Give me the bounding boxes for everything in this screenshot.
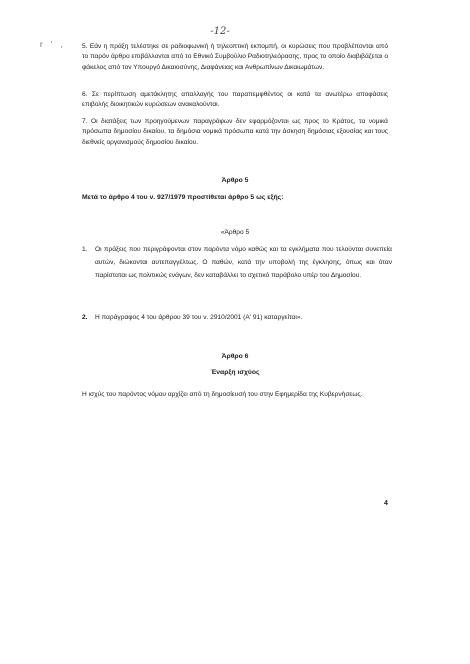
list-item-text: Οι πράξεις που περιγράφονται στον παρόντα νόμο καθώς και τα εγκλήματα που τελούνται συνεπεία αυτών, διώκονται αυτεπαγγέλτως. Ο παθών, κατά την υποβολή της έγκλησης, όπως και όταν παρίσταται ως πολιτικώς ενάγων, δεν καταβάλλει το σχετικό παράβολο υπέρ του Δημοσίου.	[95, 246, 392, 279]
quoted-article-heading: «Άρθρο 5	[220, 229, 250, 236]
list-item-2	[82, 311, 392, 324]
list-item-number: 2.	[82, 314, 88, 321]
article-5-heading: Άρθρο 5	[221, 177, 249, 184]
paragraph-6: 6. Σε περίπτωση αμετάκλητης απαλλαγής του παραπεμφθέντος οι κατά τα ανωτέρω αποφάσεις επιβολής διοικητικών κυρώσεων ανακαλούνται.	[82, 91, 388, 109]
list-item-1	[82, 243, 392, 282]
article-6-heading: Άρθρο 6	[221, 353, 249, 360]
handwritten-page-mark: -12-	[210, 26, 230, 37]
article-6-text: Η ισχύς του παρόντος νόμου αρχίζει από τη δημοσίευσή του στην Εφημερίδα της Κυβερνήσεως.	[82, 391, 363, 398]
paragraph-5: 5. Εάν η πράξη τελέστηκε σε ραδιοφωνική ή τηλεοπτική εκπομπή, οι κυρώσεις που προβλέπονται από το παρόν άρθρο επιβάλλονται από το Εθνικό Συμβούλιο Ραδιοτηλεόρασης, προς το οποίο διαβιβάζεται ο φάκελος από τον Υπουργό Δικαιοσύνης, Διαφάνειας και Ανθρωπίνων Δικαιωμάτων.	[82, 43, 388, 71]
list-item-text: Η παράγραφος 4 του άρθρου 39 του ν. 2910/2001 (Α' 91) καταργείται».	[95, 314, 303, 321]
page-number: 4	[384, 500, 388, 507]
list-item-number: 1.	[82, 246, 88, 253]
paragraph-7: 7. Οι διατάξεις των προηγούμενων παραγράφων δεν εφαρμόζονται ως προς το Κράτος, τα νομικά πρόσωπα δημοσίου δικαίου, τα δημόσια νομικά πρόσωπα κατά την άσκηση δημόσιας εξουσίας και τους διεθνείς οργανισμούς δημοσίου δικαίου.	[82, 118, 388, 146]
article-6-subheading: Έναρξη ισχύος	[210, 369, 260, 376]
article-5-intro: Μετά το άρθρο 4 του ν. 927/1979 προστίθεται άρθρο 5 ως εξής:	[82, 194, 284, 201]
scan-corner-marks: r ' ,	[40, 40, 66, 49]
